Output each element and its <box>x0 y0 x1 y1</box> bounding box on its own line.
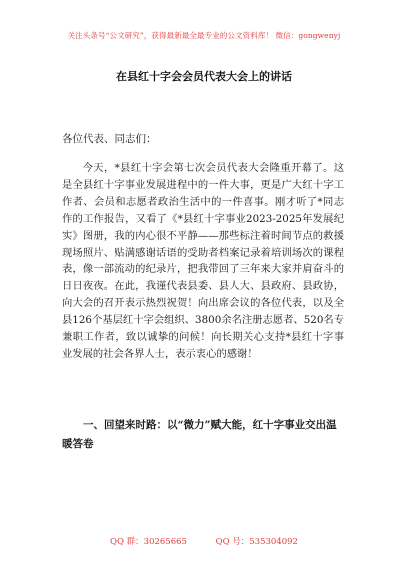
footer <box>0 535 408 547</box>
header-banner: 关注头条号“公文研究”，获得最新最全最专业的公文资料库！ 微信：gongwenyj <box>67 31 341 40</box>
footer-qq-number: QQ 号：535304092 <box>215 537 298 547</box>
greeting: 各位代表、同志们： <box>62 133 157 145</box>
section-heading: 一、回望来时路：以“微力”赋大能，红十字事业交出温暖答卷 <box>62 419 337 450</box>
body-paragraph: 今天，*县红十字会第七次会员代表大会隆重开幕了。这是全县红十字事业发展进程中的一件大事，更是广大红十字工作者、会员和志愿者政治生活中的一件喜事。刚才听了*同志作的工作报告，又看了《*县红十字事业2023-2025年发展纪实》图册，我的内心很不平静——那些标注着时间节点的救援现场照片、贴满感谢话语的受助者档案记录着培训场次的课程表，像一部流动的纪录片，把我带回了三年来大家并肩奋斗的日日夜夜。在此，我谨代表县委、县人大、县政府、县政协，向大会的召开表示热烈祝贺！向出席会议的各位代表，以及全县126个基层红十字会组织、3800余名注册志愿者、520名专兼职工作者，致以诚挚的问候！向长期关心支持*县红十字事业发展的社会各界人士，表示衷心的感谢！ <box>62 162 344 360</box>
footer-qq-group: QQ 群：30265665 <box>110 537 187 547</box>
document-title: 在县红十字会会员代表大会上的讲话 <box>116 70 292 83</box>
